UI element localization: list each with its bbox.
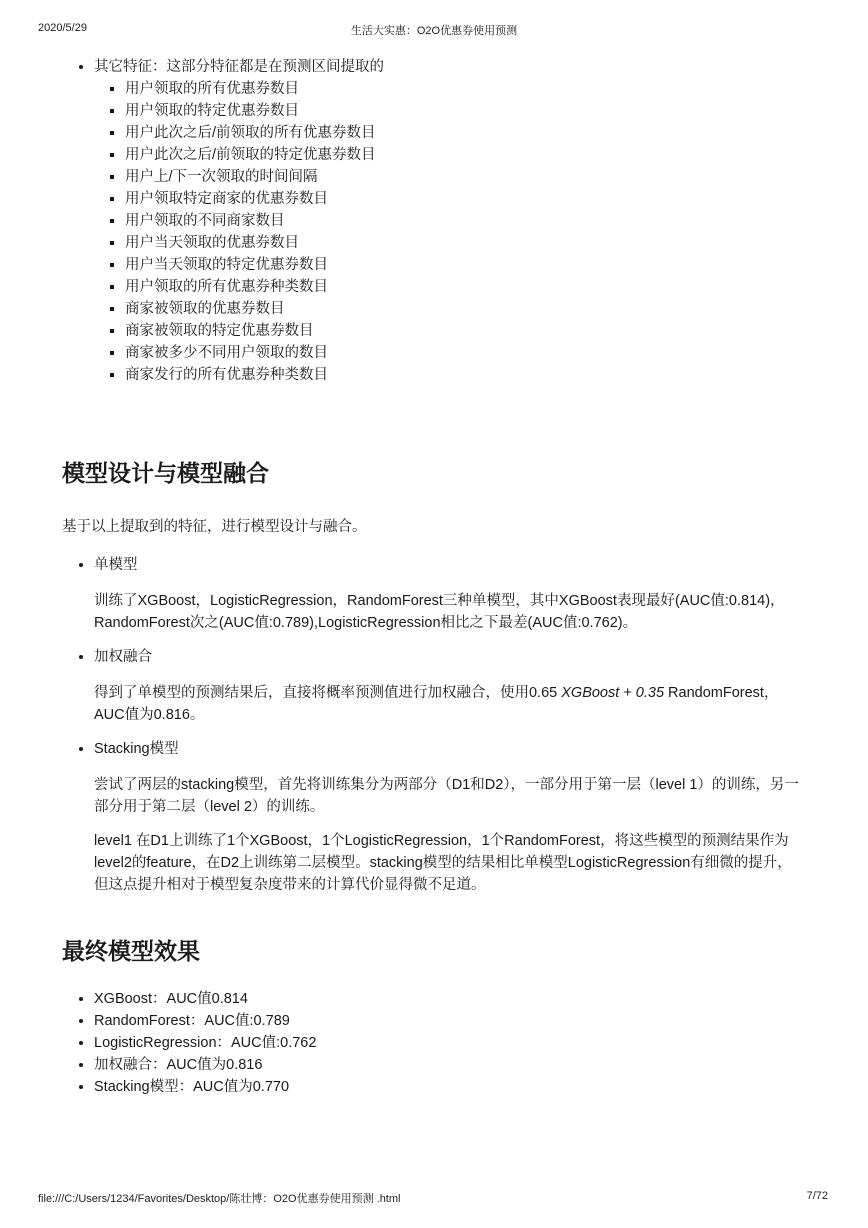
page-number: 7/72 <box>806 1190 828 1202</box>
results-list <box>62 988 802 1098</box>
list-item: • RandomForest：AUC值:0.789 <box>94 1010 802 1032</box>
list-item: • LogisticRegression：AUC值:0.762 <box>94 1032 802 1054</box>
stacking-text-2: level1 在D1上训练了1个XGBoost，1个LogisticRegression，1个RandomForest，将这些模型的预测结果作为level2的feature，在D2上训练第二层模型。stacking模型的结果相比单模型LogisticRegression有细微的提升，但这点提升相对于模型复杂度带来的计算代价显得微不足道。 <box>94 833 792 893</box>
list-item <box>94 56 802 386</box>
weighted-text-emphasis: XGBoost + 0.35 <box>561 685 665 701</box>
list-item: • 加权融合：AUC值为0.816 <box>94 1054 802 1076</box>
document-content <box>62 56 802 1098</box>
list-item: ▪ 商家被领取的特定优惠券数目 <box>125 320 802 342</box>
list-item: ▪ 用户领取特定商家的优惠券数目 <box>125 188 802 210</box>
list-item <box>94 738 802 896</box>
list-item: ▪ 用户上/下一次领取的时间间隔 <box>125 166 802 188</box>
other-features-list <box>62 56 802 386</box>
list-item: ▪ 商家被多少不同用户领取的数目 <box>125 342 802 364</box>
file-path: file:///C:/Users/1234/Favorites/Desktop/陈壮博：O2O优惠券使用预测 .html <box>38 1193 401 1205</box>
single-model-title: • 单模型 <box>94 557 138 573</box>
model-list <box>62 554 802 896</box>
list-item: ▪ 用户当天领取的特定优惠券数目 <box>125 254 802 276</box>
list-item: ▪ 用户领取的特定优惠券数目 <box>125 100 802 122</box>
section-heading-model: 模型设计与模型融合 <box>62 460 269 486</box>
list-item: ▪ 用户领取的所有优惠券数目 <box>125 78 802 100</box>
list-item <box>94 554 802 634</box>
list-item: • Stacking模型：AUC值为0.770 <box>94 1076 802 1098</box>
weighted-fusion-text <box>94 682 802 726</box>
list-item <box>94 646 802 726</box>
stacking-text-1: 尝试了两层的stacking模型，首先将训练集分为两部分（D1和D2），一部分用于第一层（level 1）的训练，另一部分用于第二层（level 2）的训练。 <box>94 777 799 815</box>
list-item: ▪ 用户此次之后/前领取的所有优惠券数目 <box>125 122 802 144</box>
single-model-text: 训练了XGBoost，LogisticRegression，RandomForest三种单模型，其中XGBoost表现最好(AUC值:0.814)，RandomForest次之(AUC值:0.789),LogisticRegression相比之下最差(AUC值:0.762)。 <box>94 593 785 631</box>
list-item: ▪ 用户领取的所有优惠券种类数目 <box>125 276 802 298</box>
stacking-title: • Stacking模型 <box>94 741 179 757</box>
list-item: ▪ 用户当天领取的优惠券数目 <box>125 232 802 254</box>
other-features-title: 其它特征：这部分特征都是在预测区间提取的 <box>94 59 384 75</box>
print-title: 生活大实惠：O2O优惠券使用预测 <box>350 25 518 37</box>
list-item: ▪ 商家发行的所有优惠券种类数目 <box>125 364 802 386</box>
weighted-text-part-a: 得到了单模型的预测结果后，直接将概率预测值进行加权融合，使用0.65 <box>94 685 562 701</box>
print-header <box>0 22 868 42</box>
list-item: ▪ 用户此次之后/前领取的特定优惠券数目 <box>125 144 802 166</box>
print-footer <box>0 1190 868 1210</box>
feature-sublist <box>94 78 802 386</box>
print-date: 2020/5/29 <box>38 22 87 34</box>
list-item: ▪ 用户领取的不同商家数目 <box>125 210 802 232</box>
model-intro-paragraph: 基于以上提取到的特征，进行模型设计与融合。 <box>62 519 367 535</box>
weighted-fusion-title: • 加权融合 <box>94 649 152 665</box>
weighted-text-part-b: RandomForest，AUC值为0.816。 <box>94 685 779 723</box>
list-item: • XGBoost：AUC值0.814 <box>94 988 802 1010</box>
section-heading-final: 最终模型效果 <box>62 938 200 964</box>
list-item: ▪ 商家被领取的优惠券数目 <box>125 298 802 320</box>
